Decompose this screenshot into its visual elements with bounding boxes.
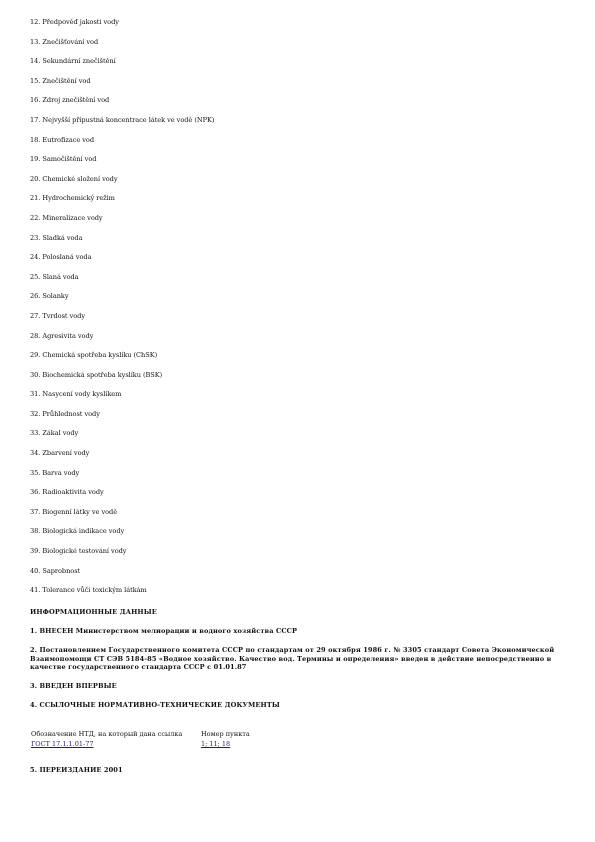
- term-item: 32. Průhlednost vody: [30, 409, 100, 418]
- info-item-2: 2. Постановлением Государственного комитета СССР по стандартам от 29 октября 1986 г. № 3305 стандарт Совета Экономической Взаимопомощи СТ СЭВ 5184-85 «Водное хозяйство. Качество вод. Термины и определения» введен в действие непосредственно в качестве государственного стандарта СССР с 01.01.87: [30, 646, 555, 672]
- term-item: 33. Zákal vody: [30, 429, 79, 438]
- term-item: 35. Barva vody: [30, 468, 80, 477]
- term-item: 34. Zbarvení vody: [30, 449, 90, 458]
- term-item: 14. Sekundární znečištění: [30, 57, 116, 66]
- table-header-points: Номер пункта: [201, 730, 250, 738]
- term-item: 39. Biologické testování vody: [30, 547, 127, 556]
- term-item: 30. Biochemická spotřeba kyslíku (BSK): [30, 370, 163, 379]
- table-header-doc: Обозначение НТД, на который дана ссылка: [31, 730, 183, 738]
- term-item: 22. Mineralizace vody: [30, 213, 103, 222]
- term-item: 23. Sladká voda: [30, 233, 83, 242]
- info-item-5: 5. ПЕРЕИЗДАНИЕ 2001: [30, 766, 123, 774]
- points-reference-link[interactable]: 1; 11; 18: [201, 740, 231, 748]
- term-item: 29. Chemická spotřeba kyslíku (ChSK): [30, 351, 158, 360]
- term-item: 26. Solanky: [30, 292, 69, 301]
- term-item: 18. Eutrofizace vod: [30, 135, 95, 144]
- term-item: 40. Saprobnost: [30, 566, 81, 575]
- term-item: 16. Zdroj znečištění vod: [30, 96, 110, 105]
- info-section: [30, 608, 570, 709]
- term-item: 15. Znečištění vod: [30, 76, 91, 85]
- info-item-4: 4. ССЫЛОЧНЫЕ НОРМАТИВНО-ТЕХНИЧЕСКИЕ ДОКУМЕНТЫ: [30, 700, 280, 709]
- table-header-row: [31, 729, 250, 739]
- info-item-3: 3. ВВЕДЕН ВПЕРВЫЕ: [30, 681, 117, 690]
- term-item: 19. Samočištění vod: [30, 155, 97, 164]
- term-item: 25. Slaná voda: [30, 272, 79, 281]
- gost-reference-link[interactable]: ГОСТ 17.1.1.01-77: [31, 740, 94, 748]
- term-item: 21. Hydrochemický režim: [30, 194, 115, 203]
- table-row: [31, 739, 250, 749]
- term-item: 36. Radioaktivita vody: [30, 488, 104, 497]
- term-item: 41. Tolerance vůči toxickým látkám: [30, 586, 147, 595]
- term-item: 13. Znečišťování vod: [30, 37, 99, 46]
- term-item: 17. Nejvyšší přípustná koncentrace látek ve vodě (NPK): [30, 115, 215, 124]
- term-item: 12. Předpověď jakosti vody: [30, 18, 119, 26]
- term-item: 31. Nasycení vody kyslíkem: [30, 390, 122, 399]
- info-item-1: 1. ВНЕСЕН Министерством мелиорации и водного хозяйства СССР: [30, 626, 298, 635]
- term-item: 27. Tvrdost vody: [30, 311, 86, 320]
- info-title: ИНФОРМАЦИОННЫЕ ДАННЫЕ: [30, 608, 157, 616]
- reference-table: [31, 729, 250, 749]
- term-item: 20. Chemické složení vody: [30, 174, 118, 183]
- term-item: 24. Poloslaná voda: [30, 253, 92, 262]
- terms-list: [30, 19, 214, 607]
- term-item: 28. Agresivita vody: [30, 331, 94, 340]
- term-item: 37. Biogenní látky ve vodě: [30, 507, 118, 516]
- term-item: 38. Biologická indikace vody: [30, 527, 125, 536]
- info-item-5-wrap: [30, 766, 123, 774]
